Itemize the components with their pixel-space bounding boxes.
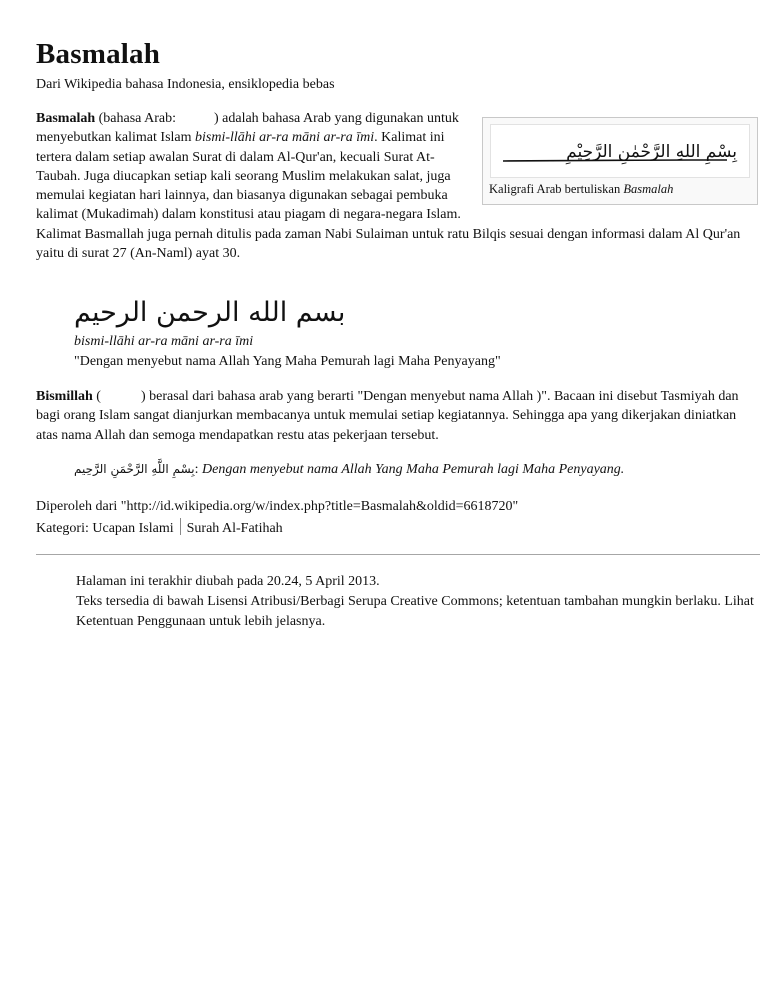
intro-transliteration: bismi-llāhi ar-ra māni ar-ra īmi (195, 130, 375, 146)
basmalah-translation: "Dengan menyebut nama Allah Yang Maha Pemurah lagi Maha Penyayang" (74, 354, 501, 369)
intro-text-3: . Kalimat ini tertera dalam setiap awalan Surat di dalam Al-Qur'an, kecuali Surat At-Taubah. Juga diucapkan setiap kali seorang Muslim melakukan salat, juga memulai kegiatan hari lainnya, dan biasanya digunakan sebagai pembuka kalimat (Mukadimah) dalam konstitusi atau piagam di negara-negara Islam. Kalimat Basmallah juga pernah ditulis pada zaman Nabi Sulaiman untuk ratu Bilqis sesuai dengan informasi dalam Al Qur'an yaitu di surat 27 (An-Naml) ayat 30. (36, 130, 741, 262)
caption-text: Kaligrafi Arab bertuliskan (489, 182, 621, 196)
bismillah-open-paren: ( (96, 389, 101, 404)
arabic-meaning-line (74, 459, 624, 480)
category-link[interactable]: Surah Al-Fatihah (186, 521, 283, 536)
colon: : (194, 462, 199, 477)
thumbnail-caption (489, 181, 673, 197)
intro-text-2: ) adalah bahasa Arab yang digunakan untuk menyebutkan kalimat Islam (36, 111, 459, 146)
category-bar (36, 518, 283, 538)
thumbnail-figure[interactable] (482, 117, 758, 205)
category-label: Kategori: (36, 521, 89, 536)
basmalah-transliteration: bismi-llāhi ar-ra māni ar-ra īmi (74, 334, 254, 349)
page-subtitle: Dari Wikipedia bahasa Indonesia, ensiklopedia bebas (36, 77, 335, 92)
arabic-meaning: Dengan menyebut nama Allah Yang Maha Pemurah lagi Maha Penyayang. (202, 462, 625, 477)
bismillah-term: Bismillah (36, 389, 93, 404)
calligraphy-image[interactable] (490, 124, 750, 178)
intro-term: Basmalah (36, 111, 96, 126)
footer (76, 572, 760, 632)
caption-italic-link: Basmalah (623, 182, 674, 196)
bismillah-paragraph (36, 387, 758, 445)
arabic-inline: بِسْمِ اللَّهِ الرَّحْمَنِ الرَّحِيم (74, 462, 195, 476)
footer-last-modified: Halaman ini terakhir diubah pada 20.24, 5 April 2013. (76, 574, 380, 589)
intro-paragraph (36, 109, 758, 263)
intro-text-1: (bahasa Arab: (98, 111, 176, 126)
page-title: Basmalah (36, 38, 161, 70)
footer-divider (36, 554, 760, 555)
category-separator (180, 518, 181, 535)
basmalah-arabic-quote: بسم الله الرحمن الرحيم (74, 297, 346, 328)
bismillah-text: ) berasal dari bahasa arab yang berarti "Dengan menyebut nama Allah )". Bacaan ini disebut Tasmiyah dan bagi orang Islam sangat dianjurkan membacanya untuk memulai setiap kegiatannya. Sehingga apa yang dikerjakan diniatkan atas nama Allah dan semoga mendapatkan restu atas pekerjaan tersebut. (36, 389, 739, 443)
retrieved-from: Diperoleh dari "http://id.wikipedia.org/w/index.php?title=Basmalah&oldid=6618720" (36, 499, 519, 514)
calligraphy-text: بِسْمِ اللهِ الرَّحْمٰنِ الرَّحِيْمِ (566, 142, 737, 162)
category-link[interactable]: Ucapan Islami (92, 521, 174, 536)
footer-license: Teks tersedia di bawah Lisensi Atribusi/Berbagi Serupa Creative Commons; ketentuan tambahan mungkin berlaku. Lihat Ketentuan Penggunaan untuk lebih jelasnya. (76, 594, 754, 629)
basmalah-calligraphy-icon (491, 125, 749, 177)
